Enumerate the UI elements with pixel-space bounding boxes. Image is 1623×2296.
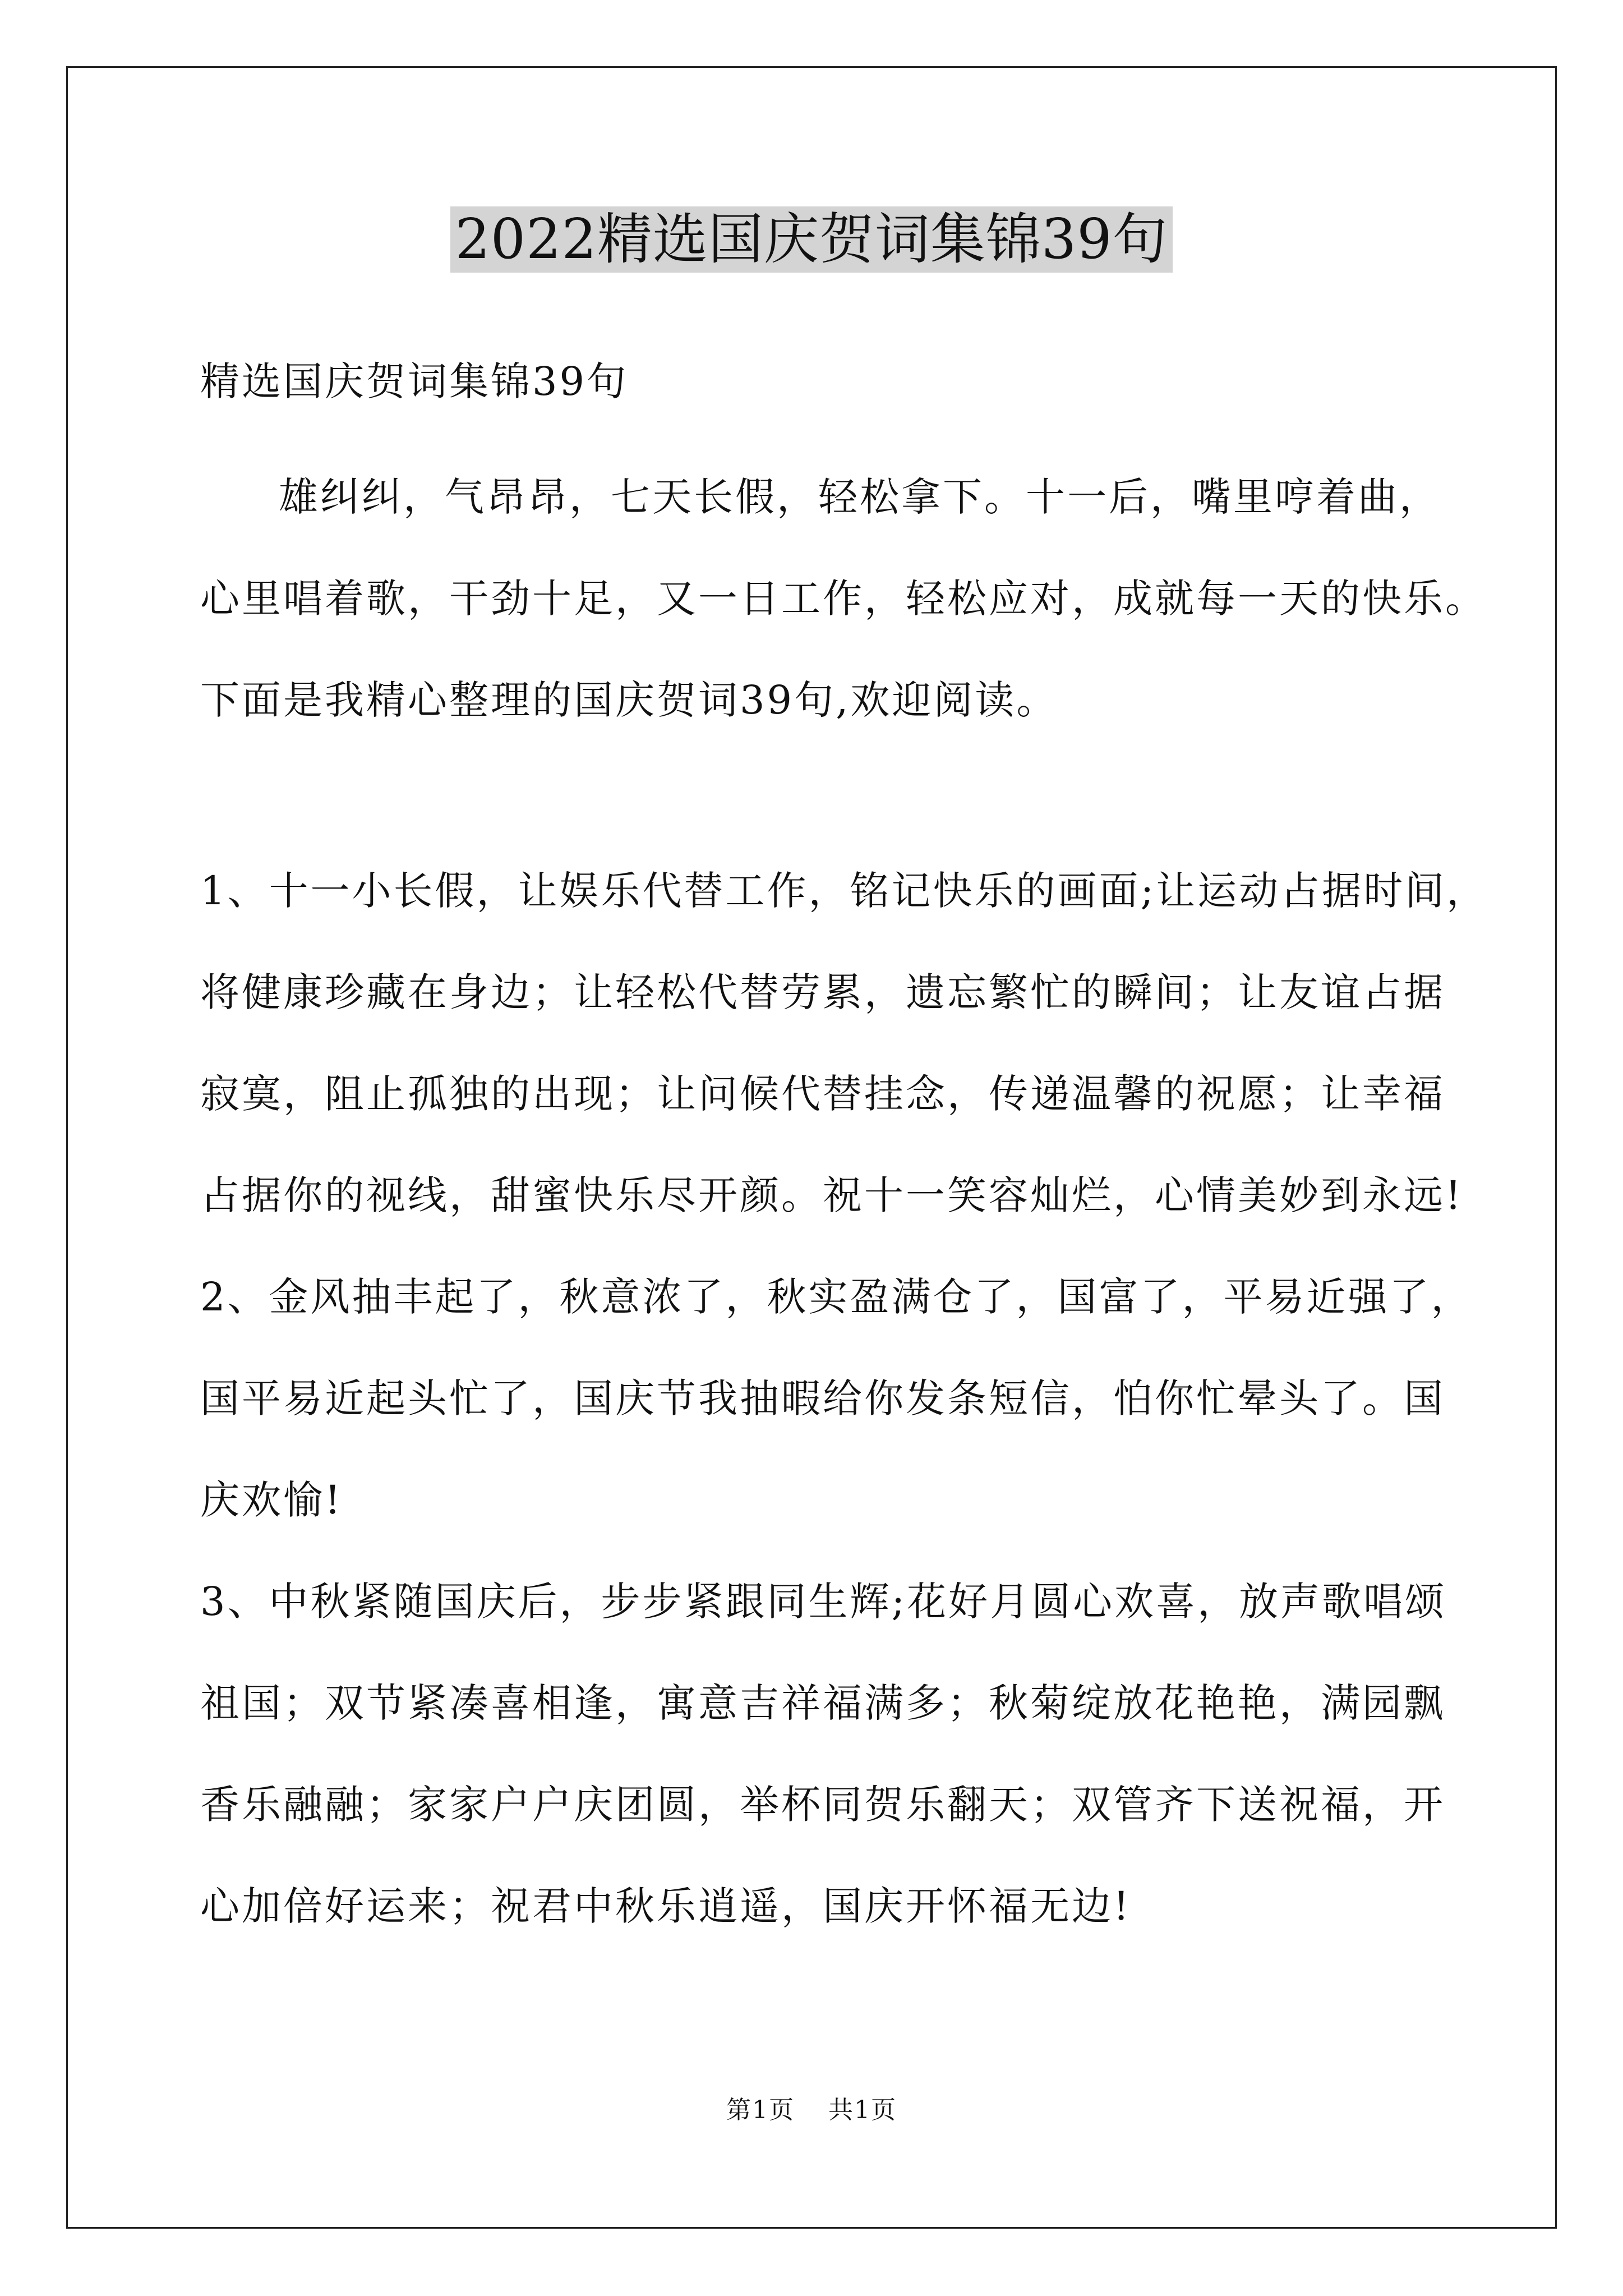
item-2-line: 庆欢愉!	[200, 1477, 343, 1523]
intro-line: 下面是我精心整理的国庆贺词39句,欢迎阅读。	[200, 677, 1058, 723]
item-2-line: 2、金风抽丰起了，秋意浓了，秋实盈满仓了，国富了，平易近强了，	[200, 1274, 1473, 1320]
document-subtitle: 精选国庆贺词集锦39句	[200, 358, 629, 404]
document-title-container	[0, 206, 1623, 273]
intro-line: 雄纠纠，气昂昂，七天长假，轻松拿下。十一后，嘴里哼着曲，	[279, 474, 1441, 520]
item-1-line: 寂寞，阻止孤独的出现；让问候代替挂念，传递温馨的祝愿；让幸福	[200, 1071, 1445, 1117]
document-title: 2022精选国庆贺词集锦39句	[450, 206, 1172, 273]
item-1-line: 1、十一小长假，让娱乐代替工作，铭记快乐的画面;让运动占据时间，	[200, 868, 1488, 914]
page-footer	[0, 2090, 1623, 2125]
item-3-line: 3、中秋紧随国庆后，步步紧跟同生辉;花好月圆心欢喜，放声歌唱颂	[200, 1579, 1447, 1625]
document-body	[200, 358, 1488, 1985]
item-1-line: 将健康珍藏在身边；让轻松代替劳累，遗忘繁忙的瞬间；让友谊占据	[200, 969, 1445, 1015]
page-number: 第1页	[726, 2096, 795, 2124]
item-1-line: 占据你的视线，甜蜜快乐尽开颜。祝十一笑容灿烂，心情美妙到永远!	[200, 1172, 1464, 1218]
item-3-line: 心加倍好运来；祝君中秋乐逍遥，国庆开怀福无边!	[200, 1883, 1132, 1929]
item-2-line: 国平易近起头忙了，国庆节我抽暇给你发条短信，怕你忙晕头了。国	[200, 1375, 1445, 1421]
page-total: 共1页	[828, 2096, 897, 2124]
item-3-line: 祖国；双节紧凑喜相逢，寓意吉祥福满多；秋菊绽放花艳艳，满园飘	[200, 1680, 1445, 1726]
item-3-line: 香乐融融；家家户户庆团圆，举杯同贺乐翻天；双管齐下送祝福，开	[200, 1782, 1445, 1828]
intro-line: 心里唱着歌，干劲十足，又一日工作，轻松应对，成就每一天的快乐。	[200, 576, 1487, 622]
